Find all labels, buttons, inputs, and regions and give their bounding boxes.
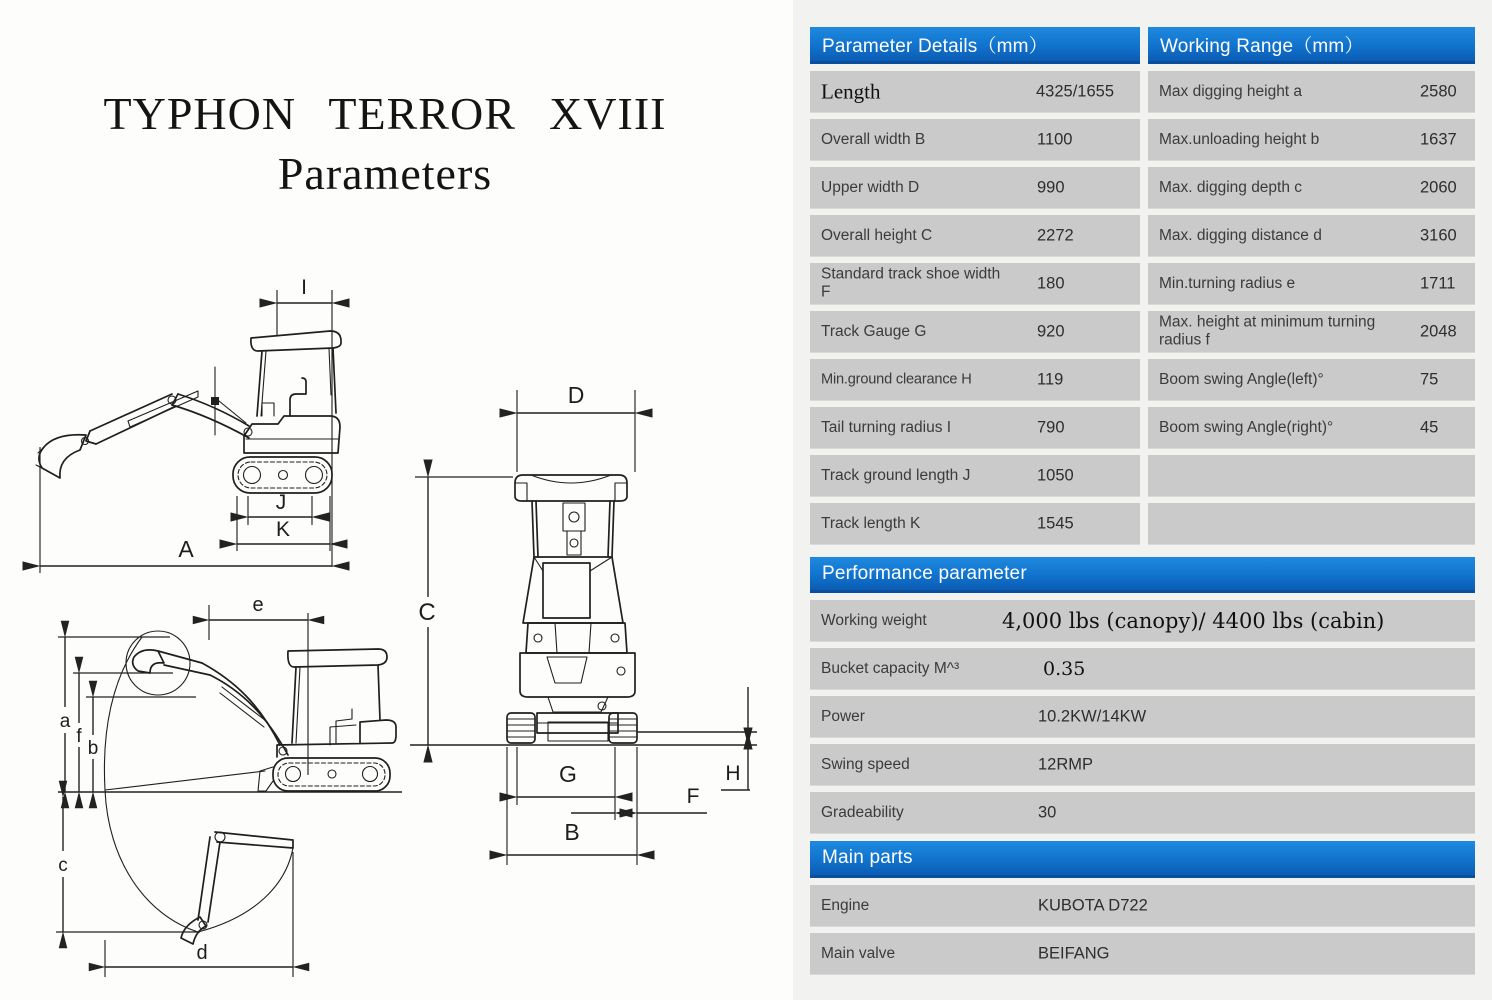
table-row-empty (1148, 455, 1475, 496)
dim-label-I: I (301, 276, 307, 299)
param-label: Length (821, 79, 881, 104)
param-label: Overall height C (821, 226, 933, 244)
side-view-diagram (0, 195, 400, 585)
table-row (1148, 311, 1475, 352)
param-label: Min.ground clearance H (821, 370, 972, 387)
param-label: Track length K (821, 514, 921, 532)
table-row (1148, 215, 1475, 256)
dim-label-F: F (686, 785, 700, 808)
param-value: 119 (1037, 370, 1064, 388)
range-label: Max. digging distance d (1159, 226, 1322, 244)
perf-label: Gradeability (821, 803, 904, 821)
table-row (810, 792, 1475, 833)
range-label: Boom swing Angle(left)° (1159, 370, 1324, 388)
table-row (810, 263, 1140, 304)
range-value: 1637 (1420, 130, 1457, 148)
part-label: Main valve (821, 944, 896, 962)
table-row (810, 407, 1140, 448)
dim-label-D: D (567, 382, 585, 408)
range-value: 2060 (1420, 178, 1457, 196)
working-range-diagram (30, 585, 410, 1000)
parameter-details-header (810, 27, 1140, 64)
part-value: BEIFANG (1038, 944, 1110, 962)
range-value: 1711 (1420, 274, 1456, 292)
working-range-header (1148, 27, 1475, 64)
dim-label-e: e (252, 594, 264, 616)
table-row (810, 696, 1475, 737)
param-label: Upper width D (821, 178, 920, 196)
range-label: Max digging height a (1159, 82, 1303, 100)
table-row (810, 744, 1475, 785)
perf-label: Swing speed (821, 755, 910, 773)
table-row (810, 885, 1475, 926)
perf-label: Bucket capacity M^³ (821, 659, 960, 677)
excavator-range-art (58, 613, 402, 944)
param-value: 1545 (1037, 514, 1074, 532)
param-label: Overall width B (821, 130, 926, 148)
param-label: Track Gauge G (821, 322, 927, 340)
working-range-header-label: Working Range（mm） (1160, 35, 1364, 57)
table-row (1148, 359, 1475, 400)
dim-label-f: f (76, 726, 82, 747)
param-value: 1050 (1037, 466, 1074, 484)
range-value: 2580 (1420, 82, 1457, 100)
table-row (1148, 263, 1475, 304)
param-label: Track ground length J (821, 466, 971, 484)
range-value: 45 (1420, 418, 1439, 436)
param-value: 990 (1037, 178, 1065, 196)
main-parts-header-label: Main parts (822, 847, 913, 868)
dim-label-a: a (59, 711, 71, 732)
table-row (1148, 167, 1475, 208)
dim-label-J: J (275, 491, 287, 514)
table-row (1148, 119, 1475, 160)
table-row (810, 455, 1140, 496)
page-title (65, 84, 705, 204)
page-title-line1: TYPHON TERROR XVIII (103, 88, 667, 139)
table-row-empty (1148, 503, 1475, 544)
range-label: Max. height at minimum turning radius f (1159, 313, 1376, 349)
dim-label-B: B (564, 819, 580, 845)
param-value: 4325/1655 (1036, 82, 1114, 100)
param-value: 1100 (1037, 130, 1073, 148)
performance-header (810, 557, 1475, 593)
excavator-front-art (410, 475, 757, 745)
side-view-dimensions (40, 276, 332, 573)
dim-label-G: G (559, 761, 577, 787)
dim-label-A: A (178, 536, 194, 562)
performance-header-label: Performance parameter (822, 562, 1027, 584)
perf-value: 4,000 lbs (canopy)/ 4400 lbs (cabin) (1002, 608, 1385, 633)
range-value: 2048 (1420, 322, 1457, 340)
excavator-side-art (36, 331, 341, 493)
table-row (810, 359, 1140, 400)
parameter-details-header-label: Parameter Details（mm） (822, 35, 1048, 57)
param-value: 790 (1037, 418, 1065, 436)
perf-value: 10.2KW/14KW (1038, 707, 1147, 725)
perf-value: 30 (1038, 803, 1057, 821)
part-value: KUBOTA D722 (1038, 896, 1148, 914)
range-label: Boom swing Angle(right)° (1159, 418, 1334, 436)
perf-label: Working weight (821, 611, 927, 629)
dim-label-c: c (58, 855, 68, 876)
page-title-line2: Parameters (277, 147, 493, 199)
range-label: Max.unloading height b (1159, 130, 1320, 148)
table-row (810, 503, 1140, 544)
param-label: Tail turning radius I (821, 418, 952, 436)
param-value: 920 (1037, 322, 1065, 340)
table-row (810, 119, 1140, 160)
dim-label-d: d (196, 942, 208, 964)
range-value: 75 (1420, 370, 1439, 388)
dim-label-H: H (725, 762, 741, 785)
dim-label-b: b (87, 738, 99, 759)
table-row (810, 933, 1475, 974)
table-row (810, 167, 1140, 208)
dim-label-K: K (275, 518, 291, 541)
perf-value: 0.35 (1043, 657, 1086, 680)
perf-value: 12RMP (1038, 755, 1094, 773)
perf-label: Power (821, 707, 865, 725)
param-label: Standard track shoe width F (821, 265, 1001, 301)
dim-label-C: C (418, 599, 436, 626)
front-view-diagram (405, 375, 780, 870)
table-row (810, 600, 1475, 641)
range-label: Max. digging depth c (1159, 178, 1303, 196)
table-row (1148, 407, 1475, 448)
part-label: Engine (821, 896, 870, 914)
table-row (810, 71, 1140, 112)
param-value: 2272 (1037, 226, 1074, 244)
param-value: 180 (1037, 274, 1065, 292)
range-label: Min.turning radius e (1159, 274, 1296, 292)
range-value: 3160 (1420, 226, 1457, 244)
table-row (810, 311, 1140, 352)
table-row (810, 215, 1140, 256)
table-row (1148, 71, 1475, 112)
main-parts-header (810, 841, 1475, 878)
table-row (810, 648, 1475, 689)
